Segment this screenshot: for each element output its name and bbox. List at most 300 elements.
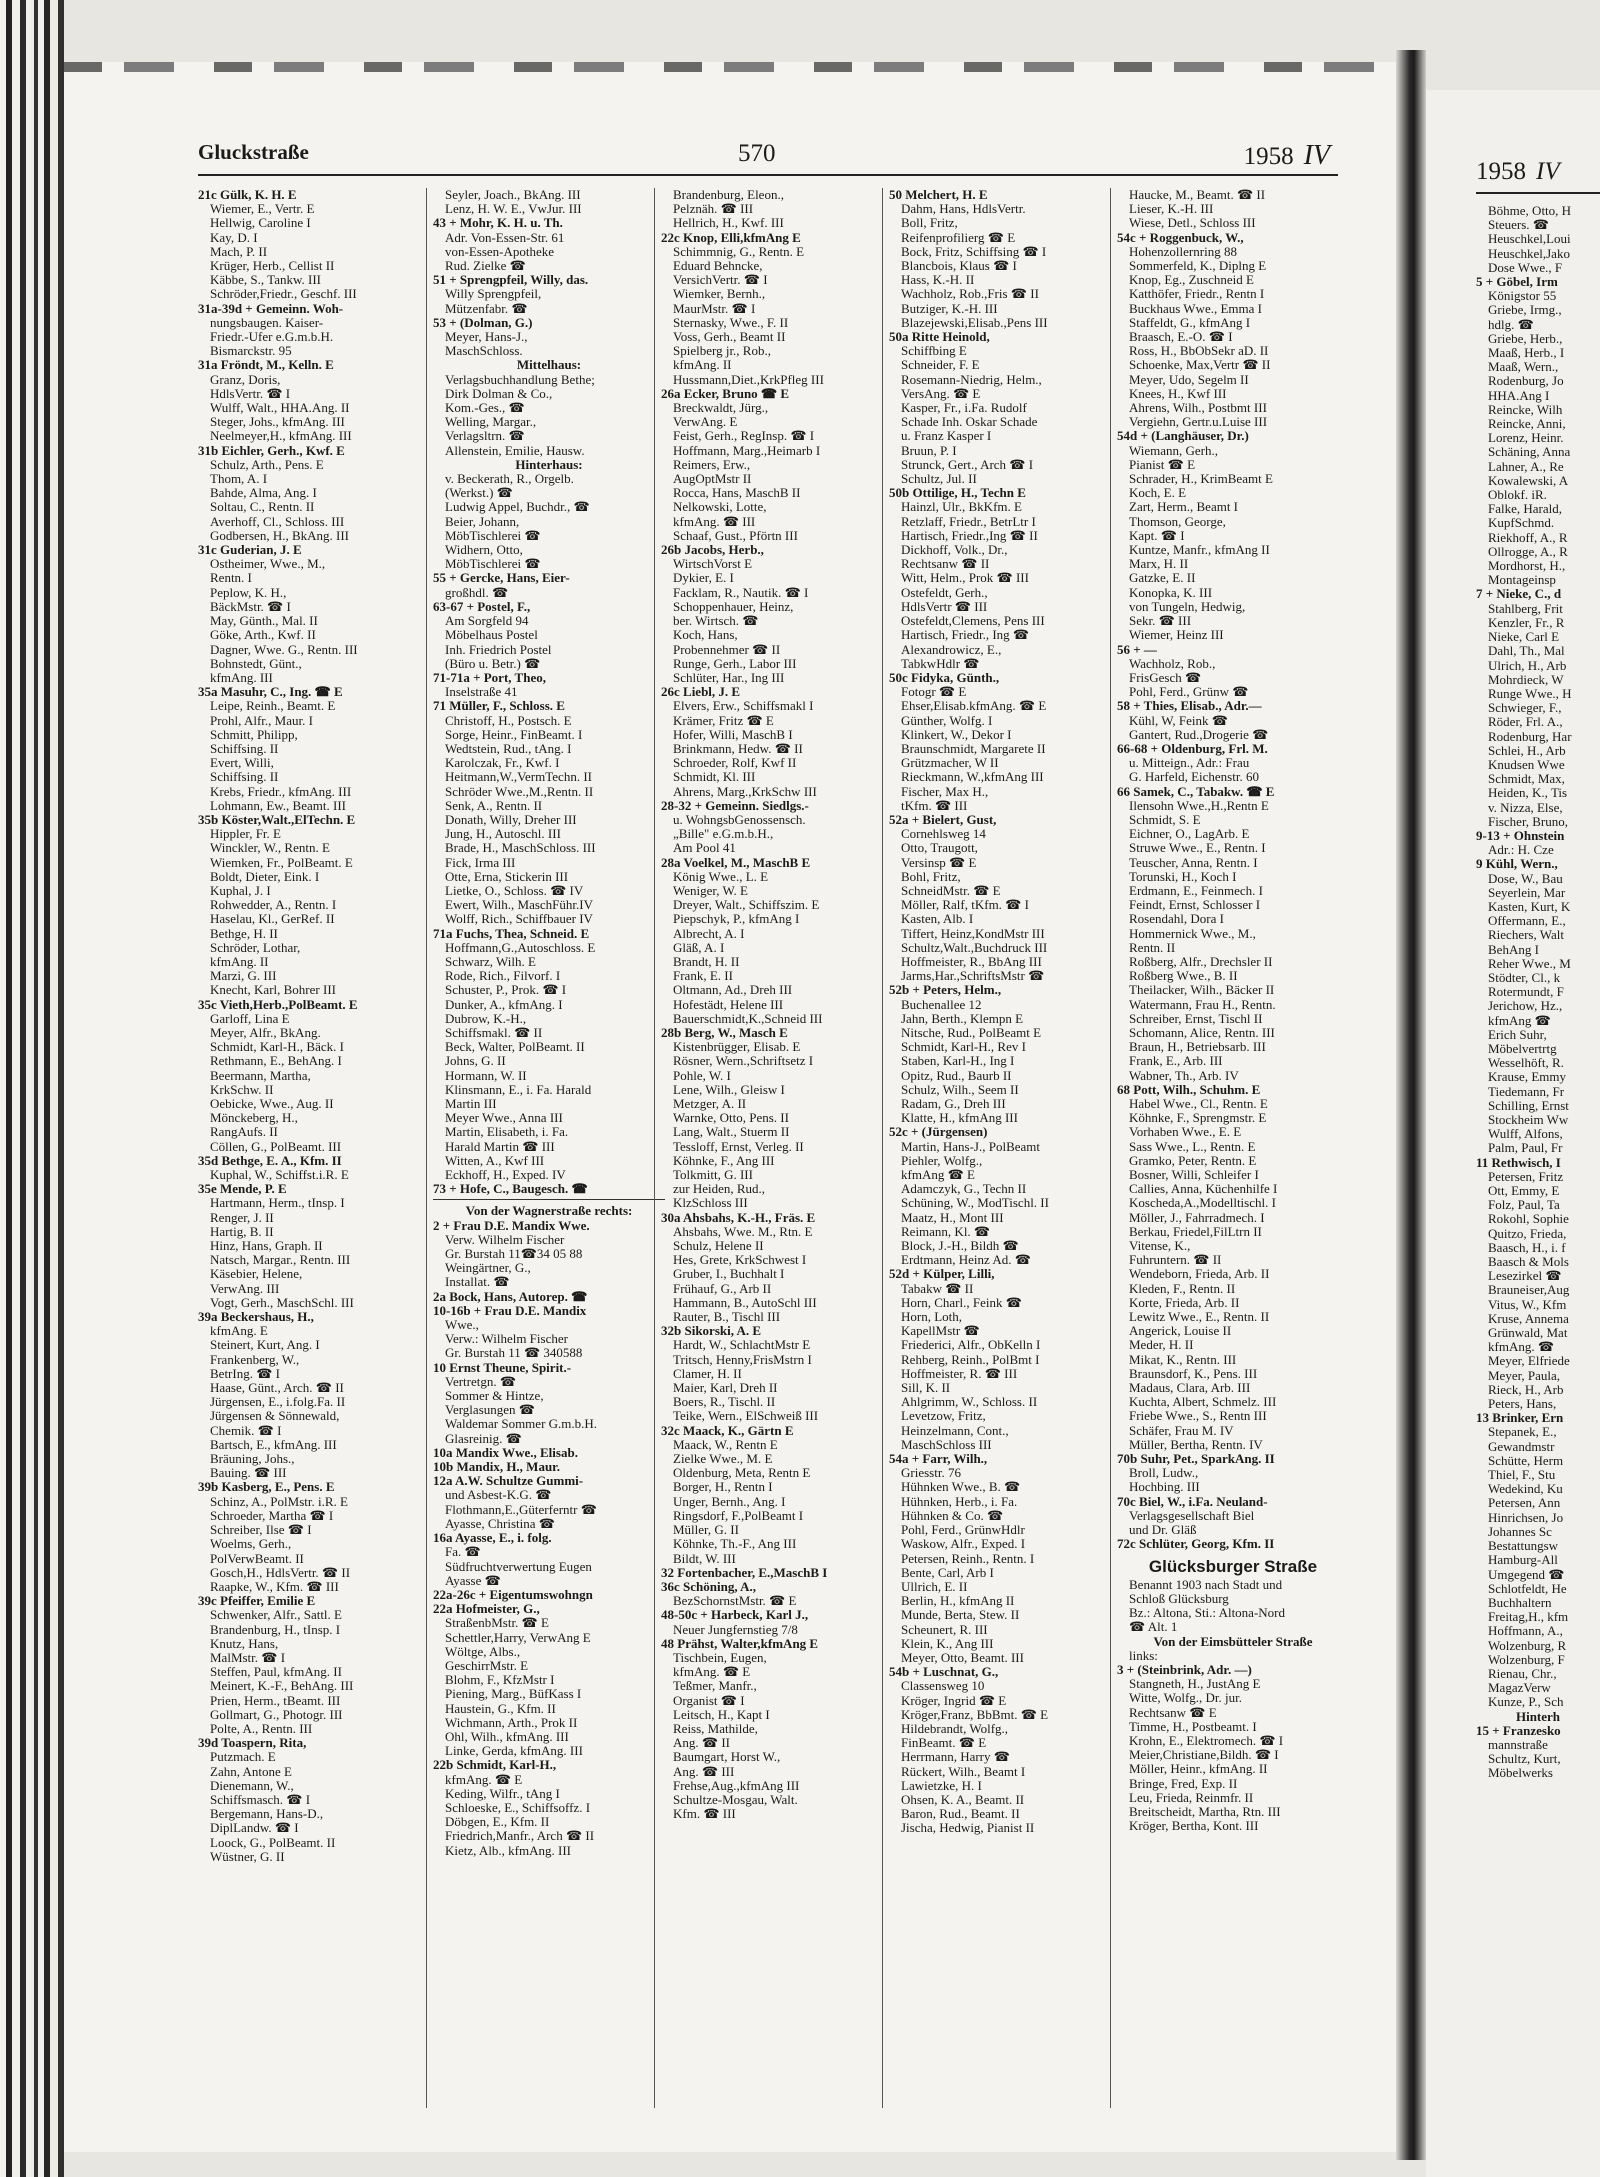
directory-entry: Wulff, Walt., HHA.Ang. II — [210, 400, 350, 416]
directory-entry: Kuntze, Manfr., kfmAng II — [1129, 542, 1270, 558]
directory-entry: Baasch & Mols — [1488, 1254, 1569, 1270]
directory-entry: Feindt, Ernst, Schlosser I — [1129, 897, 1261, 913]
directory-entry: Wabner, Th., Arb. IV — [1129, 1067, 1239, 1083]
directory-entry: Hoffmeister, R., BbAng III — [901, 953, 1042, 969]
directory-entry: Vitus, W., Kfm — [1488, 1296, 1567, 1312]
directory-entry: Klinkert, W., Dekor I — [901, 726, 1012, 742]
directory-entry: (Werkst.) ☎ — [445, 485, 513, 501]
directory-entry: Braunsdorf, K., Pens. III — [1129, 1365, 1258, 1381]
directory-entry: Alexandrowicz, E., — [901, 641, 1002, 657]
directory-entry: Bente, Carl, Arb I — [901, 1564, 994, 1580]
directory-entry: Dahl, Th., Mal — [1488, 643, 1565, 659]
directory-entry: Haselau, Kl., GerRef. II — [210, 911, 335, 927]
directory-entry: Dose, W., Bau — [1488, 870, 1563, 886]
directory-entry: Adr. Von-Essen-Str. 61 — [445, 229, 565, 245]
directory-entry: von Tungeln, Hedwig, — [1129, 598, 1246, 614]
directory-entry: Kenzler, Fr., R — [1488, 614, 1565, 630]
directory-entry: von-Essen-Apotheke — [445, 243, 555, 259]
directory-entry: Leu, Frieda, Reinmfr. II — [1129, 1789, 1254, 1805]
directory-entry: Brandenburg, H., tInsp. I — [210, 1621, 341, 1637]
directory-entry: Ahsbahs, Wwe. M., Rtn. E — [673, 1223, 813, 1239]
directory-entry: Zahn, Antone E — [210, 1763, 292, 1779]
section-heading: Von der Wagnerstraße rechts: — [465, 1203, 633, 1219]
house-number-entry: 30a Ahsbahs, K.-H., Fräs. E — [661, 1209, 816, 1225]
directory-entry: Levetzow, Fritz, — [901, 1408, 986, 1424]
directory-entry: Köhnke, F., Sprengmstr. E — [1129, 1110, 1267, 1126]
directory-entry: Hussmann,Diet.,KrkPfleg III — [673, 371, 824, 387]
house-number-entry: 39b Kasberg, E., Pens. E — [198, 1479, 335, 1495]
directory-entry: Rokohl, Sophie — [1488, 1211, 1569, 1227]
directory-entry: Christoff, H., Postsch. E — [445, 712, 572, 728]
house-number-entry: 50 Melchert, H. E — [889, 188, 988, 202]
directory-entry: Wüstner, G. II — [210, 1848, 285, 1864]
book-binding-edge — [0, 0, 64, 2177]
directory-entry: Hippler, Fr. E — [210, 826, 281, 842]
directory-entry: Warnke, Otto, Pens. II — [673, 1110, 789, 1126]
directory-entry: Stahlberg, Frit — [1488, 600, 1563, 616]
right-page — [1426, 90, 1600, 2177]
directory-entry: Schröder Wwe.,M.,Rentn. II — [445, 783, 594, 799]
directory-entry: Lahner, A., Re — [1488, 458, 1564, 474]
house-number-entry: 39d Toaspern, Rita, — [198, 1735, 307, 1751]
directory-entry: Bethge, H. II — [210, 925, 278, 941]
directory-entry: Pianist ☎ E — [1129, 456, 1196, 472]
directory-entry: Meinert, K.-F., BehAng. III — [210, 1678, 354, 1694]
directory-entry: Wwe., — [445, 1317, 479, 1333]
directory-entry: großhdl. ☎ — [445, 584, 509, 600]
directory-entry: Offermann, E., — [1488, 913, 1566, 929]
directory-entry: Rud. Zielke ☎ — [445, 258, 526, 274]
directory-entry: Heuschkel,Jako — [1488, 245, 1570, 261]
directory-entry: Wolzenburg, F — [1488, 1651, 1565, 1667]
directory-entry: Otto, Traugott, — [901, 840, 978, 856]
directory-entry: Callies, Anna, Küchenhilfe I — [1129, 1181, 1278, 1197]
directory-entry: Wedekind, Ku — [1488, 1481, 1563, 1497]
house-number-entry: 10b Mandix, H., Maur. — [433, 1459, 561, 1475]
directory-entry: Senk, A., Rentn. II — [445, 797, 543, 813]
directory-entry: Bräuning, Johs., — [210, 1451, 295, 1467]
directory-entry: Martin, Hans-J., PolBeamt — [901, 1138, 1041, 1154]
directory-entry: Marzi, G. III — [210, 968, 277, 984]
directory-entry: Martin, Elisabeth, i. Fa. — [445, 1124, 569, 1140]
directory-entry: SchneidMstr. ☎ E — [901, 882, 1001, 898]
directory-entry: Gr. Burstah 11 ☎ 340588 — [445, 1345, 583, 1361]
directory-entry: v. Nizza, Else, — [1488, 799, 1563, 815]
directory-entry: Grützmacher, W II — [901, 755, 999, 771]
directory-entry: Rauter, B., Tischl III — [673, 1309, 781, 1325]
directory-entry: Hühnken, Herb., i. Fa. — [901, 1493, 1018, 1509]
directory-entry: Rotermundt, F — [1488, 984, 1564, 1000]
directory-entry: Dreyer, Walt., Schiffszim. E — [673, 897, 820, 913]
directory-entry: Bismarckstr. 95 — [210, 343, 292, 359]
directory-entry: Rehberg, Reinh., PolBmt I — [901, 1351, 1040, 1367]
directory-entry: Bildt, W. III — [673, 1550, 736, 1566]
directory-entry: Glasreinig. ☎ — [445, 1430, 522, 1446]
directory-entry: Peplow, K. H., — [210, 584, 287, 600]
directory-entry: kfmAng. ☎ — [1488, 1339, 1555, 1355]
directory-entry: Reimers, Erw., — [673, 456, 751, 472]
directory-entry: Ahrens, Marg.,KrkSchw III — [673, 783, 817, 799]
directory-entry: Ross, H., BbObSekr aD. II — [1129, 343, 1269, 359]
directory-entry: Mönckeberg, H., — [210, 1110, 298, 1126]
house-number-entry: 26c Liebl, J. E — [661, 684, 741, 700]
directory-entry: Wulff, Alfons, — [1488, 1126, 1563, 1142]
directory-entry: Johannes Sc — [1488, 1523, 1552, 1539]
directory-entry: Timme, H., Postbeamt. I — [1129, 1718, 1257, 1734]
directory-entry: Albrecht, A. I — [673, 925, 745, 941]
directory-entry: Tischbein, Eugen, — [673, 1649, 767, 1665]
house-number-entry: 10a Mandix Wwe., Elisab. — [433, 1444, 578, 1460]
directory-entry: Steinert, Kurt, Ang. I — [210, 1337, 320, 1353]
directory-entry: Inh. Friedrich Postel — [445, 641, 552, 657]
house-number-entry: 70b Suhr, Pet., SparkAng. II — [1117, 1451, 1275, 1467]
directory-entry: Kistenbrügger, Elisab. E — [673, 1039, 801, 1055]
directory-entry: Jerichow, Hz., — [1488, 998, 1563, 1014]
directory-entry: Schreiber, Ernst, Tischl II — [1129, 1010, 1263, 1026]
directory-entry: VerwAng. III — [210, 1280, 280, 1296]
directory-entry: Petersen, Reinh., Rentn. I — [901, 1550, 1035, 1566]
directory-entry: Ollrogge, A., R — [1488, 543, 1568, 559]
directory-entry: Jarms,Har.,SchriftsMstr ☎ — [901, 968, 1045, 984]
directory-entry: Friederici, Alfr., ObKelln I — [901, 1337, 1041, 1353]
directory-column-5 — [1110, 188, 1349, 2108]
house-number-entry: 71a Fuchs, Thea, Schneid. E — [433, 925, 590, 941]
directory-entry: Ulrich, H., Arb — [1488, 657, 1567, 673]
directory-entry: Friedr.-Ufer e.G.m.b.H. — [210, 329, 334, 345]
house-number-entry: 22c Knop, Elli,kfmAng E — [661, 229, 801, 245]
directory-entry: Hoffmeister, R. ☎ III — [901, 1365, 1018, 1381]
directory-entry: Klinsmann, E., i. Fa. Harald — [445, 1081, 592, 1097]
directory-entry: Gläß, A. I — [673, 939, 725, 955]
directory-entry: Schäning, Anna — [1488, 444, 1571, 460]
directory-entry: Schiffsing. II — [210, 740, 279, 756]
directory-entry: Heiden, K., Tis — [1488, 785, 1568, 801]
house-number-entry: 32 Fortenbacher, E.,MaschB I — [661, 1564, 828, 1580]
directory-entry: Staffeldt, G., kfmAng I — [1129, 314, 1251, 330]
directory-entry: Fotogr ☎ E — [901, 684, 967, 700]
directory-entry: Möller, Ralf, tKfm. ☎ I — [901, 897, 1029, 913]
directory-entry: Angerick, Louise II — [1129, 1323, 1232, 1339]
directory-entry: Horn, Loth, — [901, 1309, 963, 1325]
right-page-volume: IV — [1536, 158, 1560, 185]
directory-entry: Stepanek, E., — [1488, 1424, 1557, 1440]
directory-entry: Koch, E. E — [1129, 485, 1187, 501]
directory-entry: Retzlaff, Friedr., BetrLtr I — [901, 513, 1036, 529]
directory-entry: Lorenz, Heinr. — [1488, 430, 1564, 446]
house-number-entry: 26a Ecker, Bruno ☎ E — [661, 385, 790, 401]
directory-entry: Gollmart, G., Photogr. III — [210, 1706, 343, 1722]
directory-entry: Kowalewski, A — [1488, 472, 1569, 488]
directory-entry: Müller, G. II — [673, 1522, 739, 1538]
directory-entry: Steuers. ☎ — [1488, 217, 1549, 233]
directory-entry: Wachholz, Rob., — [1129, 655, 1216, 671]
directory-entry: Schultz, Jul. II — [901, 471, 977, 487]
directory-entry: Cöllen, G., PolBeamt. III — [210, 1138, 342, 1154]
directory-entry: Weniger, W. E — [673, 882, 748, 898]
directory-entry: Waldemar Sommer G.m.b.H. — [445, 1416, 598, 1432]
directory-entry: Hes, Grete, KrkSchwest I — [673, 1252, 807, 1268]
directory-entry: Flothmann,E.,Güterferntr ☎ — [445, 1501, 597, 1517]
directory-entry: Gatzke, E. II — [1129, 570, 1196, 586]
directory-entry: Buckhaus Wwe., Emma I — [1129, 300, 1262, 316]
directory-entry: Knudsen Wwe — [1488, 756, 1565, 772]
directory-entry: Mach, P. II — [210, 243, 268, 259]
directory-entry: Bosner, Willi, Schleifer I — [1129, 1167, 1259, 1183]
directory-entry: Lang, Walt., Stuerm II — [673, 1124, 790, 1140]
house-number-entry: 72c Schlüter, Georg, Kfm. II — [1117, 1536, 1275, 1552]
directory-entry: Kröger, Bertha, Kont. III — [1129, 1818, 1259, 1834]
directory-entry: Schmidt, Karl-H., Bäck. I — [210, 1039, 344, 1055]
directory-entry: Kuphal, J. I — [210, 882, 271, 898]
directory-entry: VersAng. ☎ E — [901, 385, 981, 401]
directory-entry: Haustein, G., Kfm. II — [445, 1700, 556, 1716]
directory-entry: u. WohngsbGenossensch. — [673, 811, 806, 827]
directory-entry: Tritsch, Henny,FrisMstrn I — [673, 1351, 812, 1367]
directory-entry: Torunski, H., Koch I — [1129, 868, 1237, 884]
directory-entry: Schmidt, Max, — [1488, 771, 1565, 787]
directory-entry: Baumgart, Horst W., — [673, 1749, 781, 1765]
directory-entry: Rieckmann, W.,kfmAng III — [901, 769, 1044, 785]
directory-entry: Friedrich,Manfr., Arch ☎ II — [445, 1828, 595, 1844]
directory-entry: MöbTischlerei ☎ — [445, 527, 541, 543]
house-number-entry: 26b Jacobs, Herb., — [661, 542, 764, 558]
directory-entry: Ostefeldt,Clemens, Pens III — [901, 613, 1045, 629]
directory-entry: Gosch,H., HdlsVertr. ☎ II — [210, 1564, 351, 1580]
directory-entry: Kruse, Annema — [1488, 1310, 1569, 1326]
directory-entry: Verw. Wilhelm Fischer — [445, 1231, 565, 1247]
directory-entry: Hainzl, Ulr., BkKfm. E — [901, 499, 1022, 515]
directory-entry: Otte, Erna, Stickerin III — [445, 868, 569, 884]
directory-entry: Baron, Rud., Beamt. II — [901, 1806, 1020, 1822]
directory-entry: Schloß Glücksburg — [1129, 1590, 1229, 1606]
house-number-entry: 13 Brinker, Ern — [1476, 1410, 1564, 1426]
directory-entry: Thomson, George, — [1129, 513, 1226, 529]
directory-entry: Adamczyk, G., Techn II — [901, 1181, 1027, 1197]
directory-entry: Vogt, Gerh., MaschSchl. III — [210, 1294, 354, 1310]
directory-entry: Wiemann, Gerh., — [1129, 442, 1219, 458]
directory-entry: Sommer & Hintze, — [445, 1388, 544, 1404]
directory-entry: Schultz, Kurt, — [1488, 1751, 1561, 1767]
directory-entry: Dagner, Wwe. G., Rentn. III — [210, 641, 358, 657]
directory-entry: Schwarz, Wilh. E — [445, 953, 536, 969]
directory-entry: Dahm, Hans, HdlsVertr. — [901, 201, 1026, 217]
directory-entry: Bringe, Fred, Exp. II — [1129, 1775, 1238, 1791]
directory-entry: „Bille" e.G.m.b.H., — [673, 826, 774, 842]
directory-entry: Neuer Jungfernstieg 7/8 — [673, 1621, 798, 1637]
directory-entry: Schiffsing. II — [210, 769, 279, 785]
house-number-entry: 68 Pott, Wilh., Schuhm. E — [1117, 1081, 1261, 1097]
directory-entry: Bohl, Fritz, — [901, 868, 961, 884]
directory-entry: Frühauf, G., Arb II — [673, 1280, 772, 1296]
directory-entry: Eckhoff, H., Exped. IV — [445, 1167, 566, 1183]
house-number-entry: 71 Müller, F., Schloss. E — [433, 698, 565, 714]
directory-entry: Facklam, R., Nautik. ☎ I — [673, 584, 809, 600]
house-number-entry: 31c Guderian, J. E — [198, 542, 302, 558]
directory-entry: Käsebier, Helene, — [210, 1266, 303, 1282]
directory-entry: Am Sorgfeld 94 — [445, 613, 529, 629]
directory-entry: Krämer, Fritz ☎ E — [673, 712, 774, 728]
directory-entry: Fick, Irma III — [445, 854, 516, 870]
directory-entry: Bock, Fritz, Schiffsing ☎ I — [901, 243, 1047, 259]
directory-entry: Evert, Willi, — [210, 755, 274, 771]
directory-entry: Tiedemann, Fr — [1488, 1083, 1565, 1099]
directory-entry: Bauing. ☎ III — [210, 1465, 287, 1481]
directory-entry: Oblokf. iR. — [1488, 487, 1547, 503]
directory-entry: Bauerschmidt,K.,Schneid III — [673, 1010, 823, 1026]
directory-entry: Reifenprofilierg ☎ E — [901, 229, 1016, 245]
directory-entry: Hartig, B. II — [210, 1223, 274, 1239]
directory-entry: Rohwedder, A., Rentn. I — [210, 897, 337, 913]
directory-entry: Godbersen, H., BkAng. III — [210, 527, 350, 543]
directory-entry: Schulz, Helene II — [673, 1238, 764, 1254]
directory-entry: Marx, H. II — [1129, 556, 1189, 572]
directory-entry: Brandt, H. II — [673, 953, 740, 969]
directory-entry: Woelms, Gerh., — [210, 1536, 292, 1552]
directory-entry: Südfruchtverwertung Eugen — [445, 1558, 592, 1574]
directory-entry: Adr.: H. Cze — [1488, 842, 1554, 858]
directory-entry: Hass, K.-H. II — [901, 272, 975, 288]
directory-entry: Heinzelmann, Cont., — [901, 1422, 1009, 1438]
directory-entry: Kuphal, W., Schiffst.i.R. E — [210, 1167, 349, 1183]
directory-entry: Boers, R., Tischl. II — [673, 1394, 776, 1410]
directory-entry: BetrIng. ☎ I — [210, 1365, 280, 1381]
directory-entry: Voss, Gerh., Beamt II — [673, 329, 786, 345]
house-number-entry: 48-50c + Harbeck, Karl J., — [661, 1607, 809, 1623]
directory-entry: Hardt, W., SchlachtMstr E — [673, 1337, 811, 1353]
directory-entry: Block, J.-H., Bildh ☎ — [901, 1238, 1019, 1254]
house-number-entry: 21c Gülk, K. H. E — [198, 188, 297, 202]
directory-entry: Mikat, K., Rentn. III — [1129, 1351, 1237, 1367]
house-number-entry: 52b + Peters, Helm., — [889, 982, 1002, 998]
directory-entry: Knop, Eg., Zuschneid E — [1129, 272, 1254, 288]
directory-entry: Rückert, Wilh., Beamt I — [901, 1763, 1026, 1779]
directory-entry: Theilacker, Wilh., Bäcker II — [1129, 982, 1275, 998]
house-number-entry: 53 + (Dolman, G.) — [433, 314, 533, 330]
directory-entry: Käbbe, S., Tankw. III — [210, 272, 322, 288]
house-number-entry: 52c + (Jürgensen) — [889, 1124, 988, 1140]
house-number-entry: 36c Schöning, A., — [661, 1578, 756, 1594]
directory-entry: Möller, J., Fahrradmech. I — [1129, 1209, 1265, 1225]
directory-entry: Ludwig Appel, Buchdr., ☎ — [445, 499, 590, 515]
directory-entry: Kasten, Alb. I — [901, 911, 974, 927]
directory-entry: Sternasky, Wwe., F. II — [673, 314, 789, 330]
directory-entry: Bartsch, E., kfmAng. III — [210, 1436, 337, 1452]
directory-entry: Schroeder, Martha ☎ I — [210, 1507, 334, 1523]
directory-entry: Schäfer, Frau M. IV — [1129, 1422, 1234, 1438]
directory-entry: Frankenberg, W., — [210, 1351, 300, 1367]
directory-entry: Lohmann, Ew., Beamt. III — [210, 797, 346, 813]
year-text: 1958 — [1243, 143, 1294, 170]
directory-entry: Königstor 55 — [1488, 288, 1557, 304]
directory-entry: Strunck, Gert., Arch ☎ I — [901, 456, 1034, 472]
directory-entry: Runge Wwe., H — [1488, 685, 1572, 701]
directory-entry: Rentn. I — [210, 570, 252, 586]
directory-entry: Organist ☎ I — [673, 1692, 745, 1708]
directory-entry: Wiese, Detl., Schloss III — [1129, 215, 1256, 231]
directory-entry: Meyer, Otto, Beamt. III — [901, 1649, 1024, 1665]
directory-entry: Schwieger, F., — [1488, 700, 1562, 716]
directory-entry: Reimann, Kl. ☎ — [901, 1223, 991, 1239]
directory-entry: Stockheim Ww — [1488, 1112, 1569, 1127]
directory-entry: BehAng I — [1488, 941, 1539, 957]
directory-entry: Gramko, Peter, Rentn. E — [1129, 1152, 1257, 1168]
directory-entry: Schulz, Wilh., Seem II — [901, 1081, 1019, 1097]
house-number-entry: 7 + Nieke, C., d — [1476, 586, 1562, 602]
directory-entry: König Wwe., L. E — [673, 868, 769, 884]
directory-entry: Putzmach. E — [210, 1749, 276, 1765]
directory-entry: Ringsdorf, F.,PolBeamt I — [673, 1507, 804, 1523]
directory-entry: BäckMstr. ☎ I — [210, 598, 291, 614]
directory-entry: Ayasse, Christina ☎ — [445, 1515, 555, 1531]
directory-entry: Fischer, Max H., — [901, 783, 989, 799]
directory-entry: Leipe, Reinh., Beamt. E — [210, 698, 336, 714]
directory-entry: Ott, Emmy, E — [1488, 1183, 1560, 1199]
directory-entry: Schiffsmakl. ☎ II — [445, 1024, 543, 1040]
directory-entry: Klein, K., Ang III — [901, 1635, 994, 1651]
directory-entry: Broll, Ludw., — [1129, 1465, 1199, 1481]
directory-entry: Widhern, Otto, — [445, 542, 523, 558]
directory-entry: Bohnstedt, Günt., — [210, 655, 302, 671]
house-number-entry: 66-68 + Oldenburg, Frl. M. — [1117, 740, 1268, 756]
directory-entry: Kfm. ☎ III — [673, 1806, 736, 1822]
house-number-entry: 9 Kühl, Wern., — [1476, 856, 1558, 872]
directory-entry: Vorhaben Wwe., E. E — [1129, 1124, 1242, 1140]
house-number-entry: 54c + Roggenbuck, W., — [1117, 229, 1244, 245]
directory-entry: Ullrich, E. II — [901, 1578, 968, 1594]
directory-entry: kfmAng. ☎ III — [673, 513, 756, 529]
house-number-entry: 9-13 + Ohnstein — [1476, 827, 1565, 843]
directory-entry: Möbelvertrtg — [1488, 1040, 1557, 1056]
house-number-entry: 2 + Frau D.E. Mandix Wwe. — [433, 1217, 590, 1233]
directory-entry: BezSchornstMstr. ☎ E — [673, 1593, 797, 1609]
directory-entry: Fischer, Bruno, — [1488, 813, 1568, 829]
directory-entry: Willy Sprengpfeil, — [445, 286, 542, 302]
section-heading: Hinterh — [1515, 1708, 1561, 1724]
directory-entry: Neelmeyer,H., kfmAng. III — [210, 428, 352, 444]
directory-entry: Göke, Arth., Kwf. II — [210, 627, 316, 643]
volume-text: IV — [1303, 140, 1330, 171]
directory-entry: Schmidt, Kl. III — [673, 769, 756, 785]
directory-entry: Müller, Bertha, Rentn. IV — [1129, 1436, 1263, 1452]
directory-entry: KupfSchmd. — [1488, 515, 1555, 531]
directory-entry: Schwenker, Alfr., Sattl. E — [210, 1607, 342, 1623]
directory-entry: links: — [1129, 1647, 1158, 1663]
directory-entry: Radam, G., Dreh III — [901, 1096, 1006, 1111]
directory-entry: Brauneiser,Aug — [1488, 1282, 1570, 1298]
directory-entry: Meyer, Alfr., BkAng. — [210, 1024, 321, 1040]
directory-columns — [198, 188, 1338, 2108]
directory-entry: Tolkmitt, G. III — [673, 1167, 753, 1183]
directory-entry: zur Heiden, Rud., — [673, 1181, 766, 1197]
directory-entry: Fa. ☎ — [445, 1544, 481, 1560]
directory-entry: Kleden, F., Rentn. II — [1129, 1280, 1236, 1296]
directory-entry: Rode, Rich., Filvorf. I — [445, 968, 561, 984]
house-number-entry: 54d + (Langhäuser, Dr.) — [1117, 428, 1249, 444]
directory-entry: Kröger, Ingrid ☎ E — [901, 1692, 1007, 1708]
directory-entry: Meyer, Hans-J., — [445, 329, 528, 345]
directory-entry: KrkSchw. II — [210, 1081, 274, 1097]
house-number-entry: 31a-39d + Gemeinn. Woh- — [198, 300, 344, 316]
directory-entry: Hühnken Wwe., B. ☎ — [901, 1479, 1021, 1495]
directory-column-4 — [882, 188, 1121, 2108]
directory-entry: Chemik. ☎ I — [210, 1422, 282, 1438]
directory-entry: Schloeske, E., Schiffsoffz. I — [445, 1799, 591, 1815]
house-number-entry: 35a Masuhr, C., Ing. ☎ E — [198, 684, 343, 700]
directory-entry: Rodenburg, Jo — [1488, 373, 1564, 389]
directory-entry: Tabakw ☎ II — [901, 1280, 974, 1296]
directory-entry: Zielke Wwe., M. E — [673, 1451, 773, 1467]
directory-entry: Watermann, Frau H., Rentn. — [1129, 996, 1276, 1012]
